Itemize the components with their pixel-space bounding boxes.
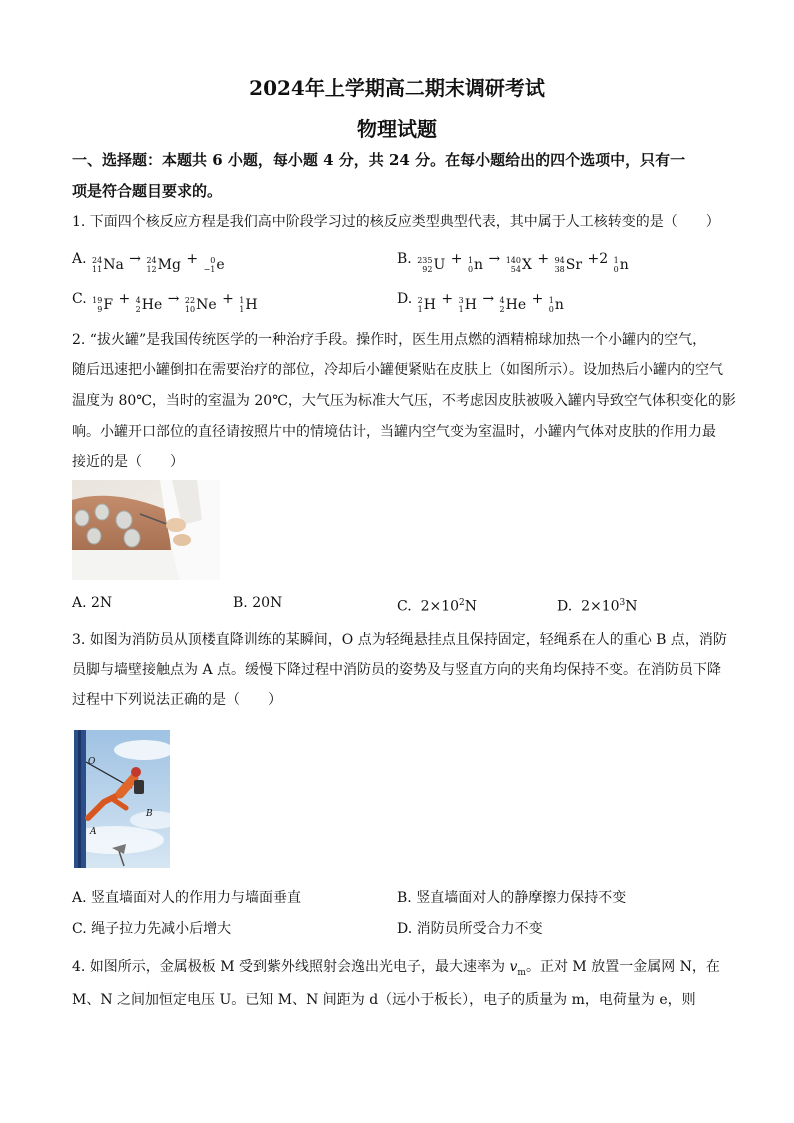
page-subtitle: 物理试题 — [357, 117, 437, 141]
option-label: A. — [72, 251, 87, 267]
cupping-photo — [72, 480, 220, 580]
q2-option-a[interactable]: A. 2N — [72, 595, 113, 611]
page-title: 2024年上学期高二期末调研考试 — [249, 76, 545, 100]
q2-option-b[interactable]: B. 20N — [233, 595, 283, 611]
question-3-line2: 员脚与墙壁接触点为 A 点。缓慢下降过程中消防员的姿势及与竖直方向的夹角均保持不变。在消防员下降 — [72, 662, 722, 678]
arrow-icon: → — [482, 291, 495, 307]
option-label: D. — [397, 291, 413, 307]
nuclide: 24 11 Na — [92, 256, 124, 274]
option-label: C. — [72, 291, 87, 307]
question-3-line3: 过程中下列说法正确的是（ ） — [72, 692, 282, 708]
question-1-stem: 1. 下面四个核反应方程是我们高中阶段学习过的核反应类型典型代表，其中属于人工核转变的是（ ） — [72, 214, 720, 230]
q3-option-c[interactable]: C. 绳子拉力先减小后增大 — [72, 921, 232, 937]
q2-option-d[interactable]: D. $2\times 10^3N$ — [557, 598, 638, 615]
q1-option-c[interactable]: C. 19 9 F + 4 2 He → 22 10 Ne + 1 1 H — [72, 291, 258, 314]
q1-option-a[interactable]: A. 24 11 Na → 24 12 Mg + 0 −1 e — [72, 251, 225, 274]
point-o-label: O — [88, 757, 96, 767]
question-2-line5: 接近的是（ ） — [72, 454, 184, 470]
question-2-line4: 响。小罐开口部位的直径请按照片中的情境估计，当罐内空气变为室温时，小罐内气体对皮肤的作用力最 — [72, 424, 716, 440]
option-label: B. — [397, 251, 412, 267]
point-a-label: A — [90, 827, 97, 837]
firefighter-photo — [74, 730, 170, 868]
nuclide: 0 −1 e — [203, 256, 225, 274]
q3-option-a[interactable]: A. 竖直墙面对人的作用力与墙面垂直 — [72, 890, 302, 906]
nuclide: 24 12 Mg — [146, 256, 181, 274]
q3-option-b[interactable]: B. 竖直墙面对人的静摩擦力保持不变 — [397, 890, 627, 906]
question-4-line2: M、N 之间加恒定电压 U。已知 M、N 间距为 d（远小于板长），电子的质量为 m，电荷量为 e，则 — [72, 992, 696, 1008]
point-b-label: B — [146, 809, 153, 819]
question-2-line3: 温度为 80℃，当时的室温为 20℃，大气压为标准大气压，不考虑因皮肤被吸入罐内导致空气体积变化的影 — [72, 393, 736, 409]
question-2-line2: 随后迅速把小罐倒扣在需要治疗的部位，冷却后小罐便紧贴在皮肤上（如图所示）。设加热后小罐内的空气 — [72, 362, 723, 378]
question-3-line1: 3. 如图为消防员从顶楼直降训练的某瞬间，O 点为轻绳悬挂点且保持固定，轻绳系在人的重心 B 点，消防 — [72, 632, 727, 648]
question-4-line1: 4. 如图所示，金属极板 M 受到紫外线照射会逸出光电子，最大速率为 $v_m$。正对 M 放置一金属网 N，在 — [72, 959, 720, 978]
q3-option-d[interactable]: D. 消防员所受合力不变 — [397, 921, 543, 937]
arrow-icon: → — [488, 251, 501, 267]
question-2-line1: 2. “拔火罐”是我国传统医学的一种治疗手段。操作时，医生用点燃的酒精棉球加热一个小罐内的空气， — [72, 332, 707, 348]
q1-option-d[interactable]: D. 2 1 H + 3 1 H → 4 2 He + 1 0 n — [397, 291, 564, 314]
arrow-icon: → — [167, 291, 180, 307]
q2-option-c[interactable]: C. $2\times 10^2N$ — [397, 598, 478, 615]
arrow-icon: → — [129, 251, 141, 267]
section-heading-line1: 一、选择题：本题共 6 小题，每小题 4 分，共 24 分。在每小题给出的四个选项中，只有一 — [72, 151, 686, 169]
section-heading-line2: 项是符合题目要求的。 — [72, 182, 223, 200]
q1-option-b[interactable]: B. 235 92 U + 1 0 n → 140 54 X + 94 38 Sr +2 1 0 n — [397, 251, 629, 274]
